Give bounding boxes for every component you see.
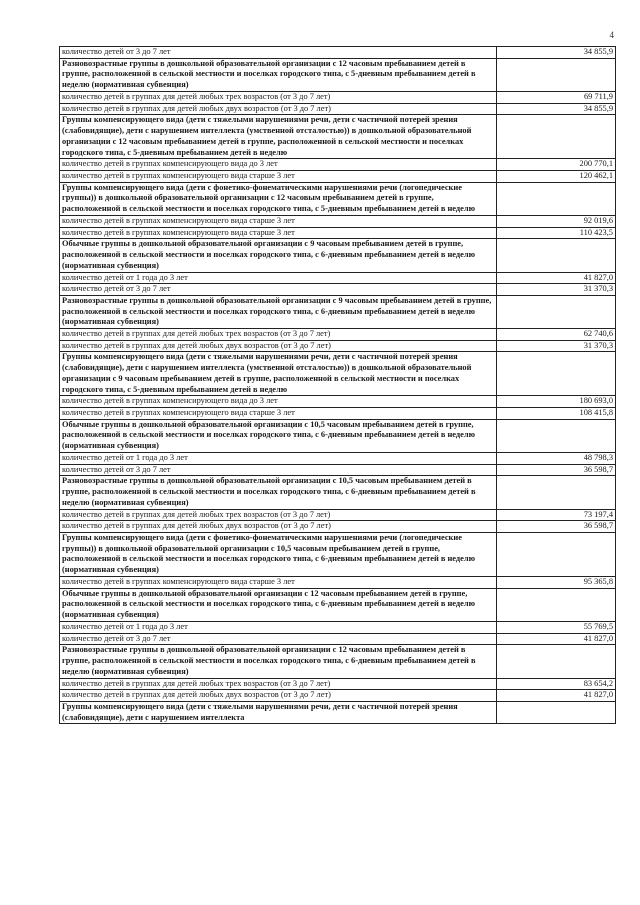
group-header-row [60,239,616,272]
row-value: 95 365,8 [497,577,616,589]
row-label: количество детей от 1 года до 3 лет [60,621,497,633]
table-row [60,91,616,103]
group-header-row [60,419,616,452]
group-header-row [60,588,616,621]
table-row [60,453,616,465]
table-row [60,464,616,476]
row-label: количество детей в группах для детей любых трех возрастов (от 3 до 7 лет) [60,329,497,341]
group-title: Обычные группы в дошкольной образовательной организации с 12 часовым пребыванием детей в группе, расположенной в сельской местности и поселках городского типа, с 6-дневным пребыванием детей в неделю (нормативная субвенция) [60,588,497,621]
group-title: Разновозрастные группы в дошкольной образовательной организации с 10,5 часовым пребыванием детей в группе, расположенной в сельской местности и поселках городского типа, с 6-дневным пребыванием детей в неделю (нормативная субвенция) [60,476,497,509]
group-title: Группы компенсирующего вида (дети с тяжелыми нарушениями речи, дети с частичной потерей зрения (слабовидящие), дети с нарушением интеллекта (умственной отсталостью)) в дошкольной образовательной организации с 12 часовым пребыванием детей в группе, расположенной в сельской местности и поселках городского типа, с 5-дневным пребыванием детей в неделю [60,115,497,159]
table-row [60,396,616,408]
row-value [497,182,616,215]
row-label: количество детей в группах компенсирующего вида старше 3 лет [60,577,497,589]
group-title: Обычные группы в дошкольной образовательной организации с 10,5 часовым пребыванием детей в группе, расположенной в сельской местности и поселках городского типа, с 6-дневным пребыванием детей в неделю (нормативная субвенция) [60,419,497,452]
row-label: количество детей в группах для детей любых двух возрастов (от 3 до 7 лет) [60,521,497,533]
norms-table [59,46,616,724]
table-row [60,103,616,115]
row-label: количество детей в группах для детей любых двух возрастов (от 3 до 7 лет) [60,690,497,702]
row-label: количество детей от 1 года до 3 лет [60,272,497,284]
row-label: количество детей в группах для детей любых двух возрастов (от 3 до 7 лет) [60,103,497,115]
group-header-row [60,115,616,159]
group-header-row [60,182,616,215]
table-row [60,633,616,645]
table-row [60,577,616,589]
row-value [497,588,616,621]
group-title: Группы компенсирующего вида (дети с фонетико-фонематическими нарушениями речи (логопедические группы)) в дошкольной образовательной организации с 12 часовым пребыванием детей в группе, расположенной в сельской местности и поселках городского типа, с 5-дневным пребыванием детей в неделю [60,182,497,215]
group-title: Группы компенсирующего вида (дети с тяжелыми нарушениями речи, дети с частичной потерей зрения (слабовидящие), дети с нарушением интеллекта (умственной отсталостью)) в дошкольной образовательной организации с 9 часовым пребыванием детей в группе, расположенной в сельской местности и поселках городского типа, с 5-дневным пребыванием детей в неделю [60,352,497,396]
row-value: 180 693,0 [497,396,616,408]
group-title: Группы компенсирующего вида (дети с фонетико-фонематическими нарушениями речи (логопедические группы)) в дошкольной образовательной организации с 10,5 часовым пребыванием детей в группе, расположенной в сельской местности и поселках городского типа, с 6-дневным пребыванием детей в неделю (нормативная субвенция) [60,532,497,576]
row-value: 36 598,7 [497,464,616,476]
row-value: 48 798,3 [497,453,616,465]
row-label: количество детей в группах компенсирующего вида до 3 лет [60,159,497,171]
row-label: количество детей в группах компенсирующего вида до 3 лет [60,396,497,408]
row-value: 110 423,5 [497,227,616,239]
row-label: количество детей в группах для детей любых трех возрастов (от 3 до 7 лет) [60,509,497,521]
table-row [60,690,616,702]
group-title: Группы компенсирующего вида (дети с тяжелыми нарушениями речи, дети с частичной потерей зрения (слабовидящие), дети с нарушением интеллекта [60,701,497,724]
row-value: 36 598,7 [497,521,616,533]
row-value: 69 711,9 [497,91,616,103]
row-label: количество детей от 3 до 7 лет [60,47,497,59]
group-header-row [60,532,616,576]
row-value: 200 770,1 [497,159,616,171]
table-row [60,272,616,284]
row-value [497,352,616,396]
row-value [497,419,616,452]
table-row [60,340,616,352]
row-label: количество детей от 3 до 7 лет [60,284,497,296]
row-value: 41 827,0 [497,272,616,284]
table-row [60,509,616,521]
table-row [60,621,616,633]
group-title: Обычные группы в дошкольной образовательной организации с 9 часовым пребыванием детей в группе, расположенной в сельской местности и поселках городского типа, с 6-дневным пребыванием детей в неделю (нормативная субвенция) [60,239,497,272]
row-value: 31 370,3 [497,340,616,352]
row-value: 83 654,2 [497,678,616,690]
row-label: количество детей в группах компенсирующего вида старше 3 лет [60,170,497,182]
table-row [60,227,616,239]
table-row [60,521,616,533]
row-label: количество детей в группах компенсирующего вида старше 3 лет [60,227,497,239]
group-title: Разновозрастные группы в дошкольной образовательной организации с 12 часовым пребыванием детей в группе, расположенной в сельской местности и поселках городского типа, с 5-дневным пребыванием детей в неделю (нормативная субвенция) [60,58,497,91]
group-header-row [60,352,616,396]
row-value: 34 855,9 [497,47,616,59]
row-value: 34 855,9 [497,103,616,115]
row-value [497,645,616,678]
group-header-row [60,701,616,724]
row-label: количество детей в группах для детей любых двух возрастов (от 3 до 7 лет) [60,340,497,352]
row-value [497,58,616,91]
table-row [60,329,616,341]
row-value: 73 197,4 [497,509,616,521]
group-title: Разновозрастные группы в дошкольной образовательной организации с 12 часовым пребыванием детей в группе, расположенной в сельской местности и поселках городского типа, с 6-дневным пребыванием детей в неделю (нормативная субвенция) [60,645,497,678]
row-value: 62 740,6 [497,329,616,341]
row-value: 31 370,3 [497,284,616,296]
table-row [60,408,616,420]
row-value [497,239,616,272]
page-number: 4 [609,30,614,40]
table-row [60,678,616,690]
row-label: количество детей в группах для детей любых трех возрастов (от 3 до 7 лет) [60,678,497,690]
row-value [497,476,616,509]
row-label: количество детей в группах компенсирующего вида старше 3 лет [60,215,497,227]
row-value: 92 019,6 [497,215,616,227]
norms-table-body [60,47,616,724]
group-header-row [60,58,616,91]
row-label: количество детей от 3 до 7 лет [60,633,497,645]
row-value: 41 827,0 [497,633,616,645]
table-row [60,215,616,227]
row-value [497,295,616,328]
row-label: количество детей от 1 года до 3 лет [60,453,497,465]
group-title: Разновозрастные группы в дошкольной образовательной организации с 9 часовым пребыванием детей в группе, расположенной в сельской местности и поселках городского типа, с 6-дневным пребыванием детей в неделю (нормативная субвенция) [60,295,497,328]
row-value [497,532,616,576]
group-header-row [60,295,616,328]
row-value: 108 415,8 [497,408,616,420]
table-row [60,47,616,59]
table-row [60,284,616,296]
group-header-row [60,476,616,509]
row-label: количество детей от 3 до 7 лет [60,464,497,476]
row-value: 120 462,1 [497,170,616,182]
row-value: 55 769,5 [497,621,616,633]
row-label: количество детей в группах для детей любых трех возрастов (от 3 до 7 лет) [60,91,497,103]
row-label: количество детей в группах компенсирующего вида старше 3 лет [60,408,497,420]
group-header-row [60,645,616,678]
row-value: 41 827,0 [497,690,616,702]
table-row [60,170,616,182]
table-row [60,159,616,171]
row-value [497,701,616,724]
row-value [497,115,616,159]
